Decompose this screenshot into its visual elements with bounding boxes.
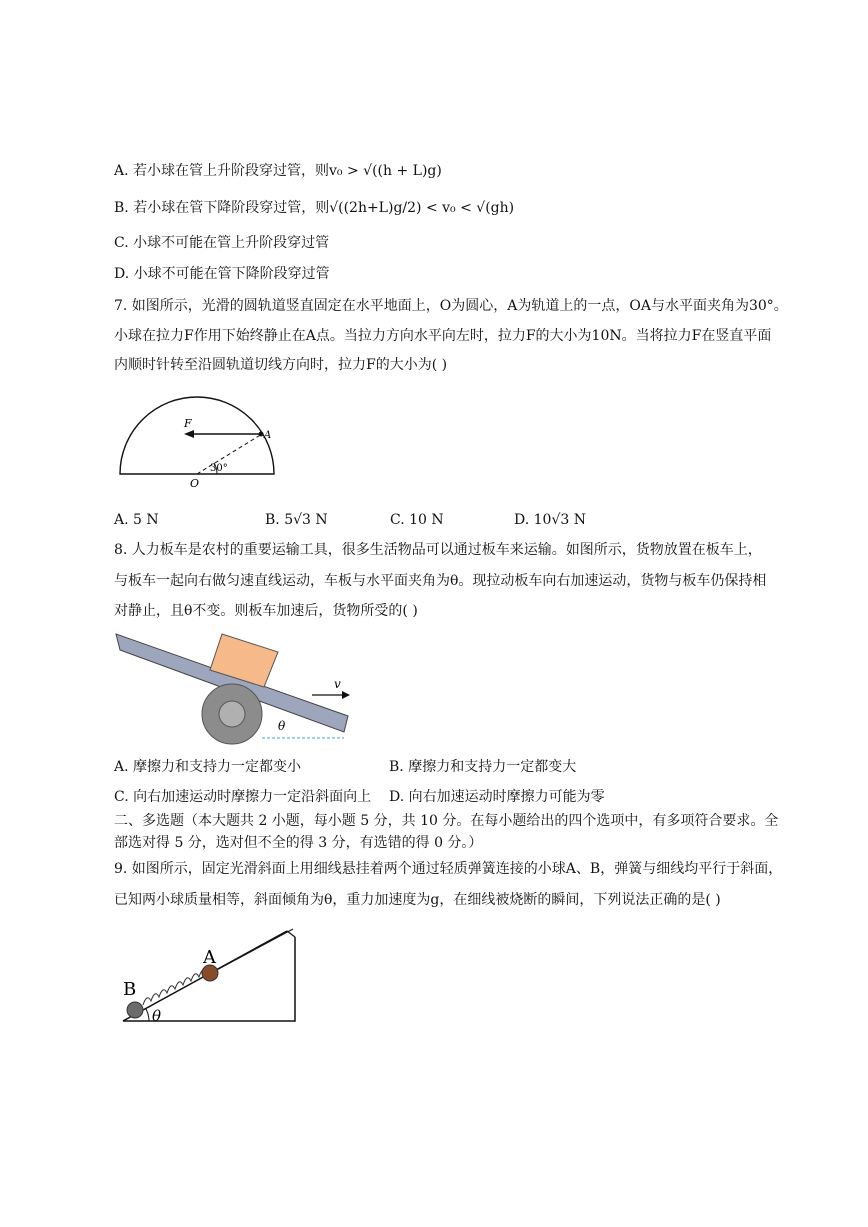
q7-stem-line3: 内顺时针转至沿圆轨道切线方向时，拉力F的大小为( ) [114,357,448,373]
q8-stem-line2: 与板车一起向右做匀速直线运动，车板与水平面夹角为θ。现拉动板车向右加速运动，货物与板车仍保持相 [114,573,767,589]
q9-figure-incline [115,925,305,1030]
q8-option-d: D. 向右加速运动时摩擦力可能为零 [389,789,605,805]
q9-fig-label-A: A [203,947,216,968]
q7-stem-line2: 小球在拉力F作用下始终静止在A点。当拉力方向水平向左时，拉力F的大小为10N。当将拉力F在竖直平面 [114,328,772,344]
q8-figure-cart [112,630,357,750]
q6-option-b: B. 若小球在管下降阶段穿过管，则√((2h+L)g/2) < v₀ < √(gh) [114,200,515,216]
q6-option-a: A. 若小球在管上升阶段穿过管，则v₀ > √((h + L)g) [114,163,442,179]
q7-fig-label-angle: 30° [210,463,228,474]
q8-stem-line3: 对静止，且θ不变。则板车加速后，货物所受的( ) [114,603,418,619]
q7-stem-line1: 7. 如图所示，光滑的圆轨道竖直固定在水平地面上，O为圆心，A为轨道上的一点，OA与水平面夹角为30°。 [114,298,788,314]
q7-option-b: B. 5√3 N [265,512,328,528]
q8-option-a: A. 摩擦力和支持力一定都变小 [114,759,302,775]
q8-fig-label-v: v [334,677,341,691]
q6-option-d: D. 小球不可能在管下降阶段穿过管 [114,266,330,282]
q9-stem-line2: 已知两小球质量相等，斜面倾角为θ，重力加速度为g，在细线被烧断的瞬间，下列说法正确的是( ) [114,892,721,908]
q9-fig-label-B: B [123,979,137,1000]
q8-stem-line1: 8. 人力板车是农村的重要运输工具，很多生活物品可以通过板车来运输。如图所示，货物放置在板车上， [114,542,762,558]
q9-stem-line1: 9. 如图所示，固定光滑斜面上用细线悬挂着两个通过轻质弹簧连接的小球A、B，弹簧与细线均平行于斜面， [114,861,783,877]
q7-figure-semicircle-track [112,390,282,490]
q7-option-c: C. 10 N [390,512,444,528]
q7-fig-label-F: F [184,417,192,430]
q6-option-c: C. 小球不可能在管上升阶段穿过管 [114,235,330,251]
q7-fig-label-A: A [264,430,272,441]
q8-fig-label-theta: θ [278,719,286,733]
q9-fig-label-theta: θ [152,1007,162,1025]
q7-fig-label-O: O [190,477,200,490]
section2-heading-line2: 部选对得 5 分，选对但不全的得 3 分，有选错的得 0 分。） [114,835,483,851]
section2-heading-line1: 二、多选题（本大题共 2 小题，每小题 5 分，共 10 分。在每小题给出的四个选项中，有多项符合要求。全 [114,813,779,829]
q8-option-c: C. 向右加速运动时摩擦力一定沿斜面向上 [114,789,372,805]
q7-option-a: A. 5 N [114,512,159,528]
q7-option-d: D. 10√3 N [514,512,586,528]
q8-option-b: B. 摩擦力和支持力一定都变大 [389,759,577,775]
